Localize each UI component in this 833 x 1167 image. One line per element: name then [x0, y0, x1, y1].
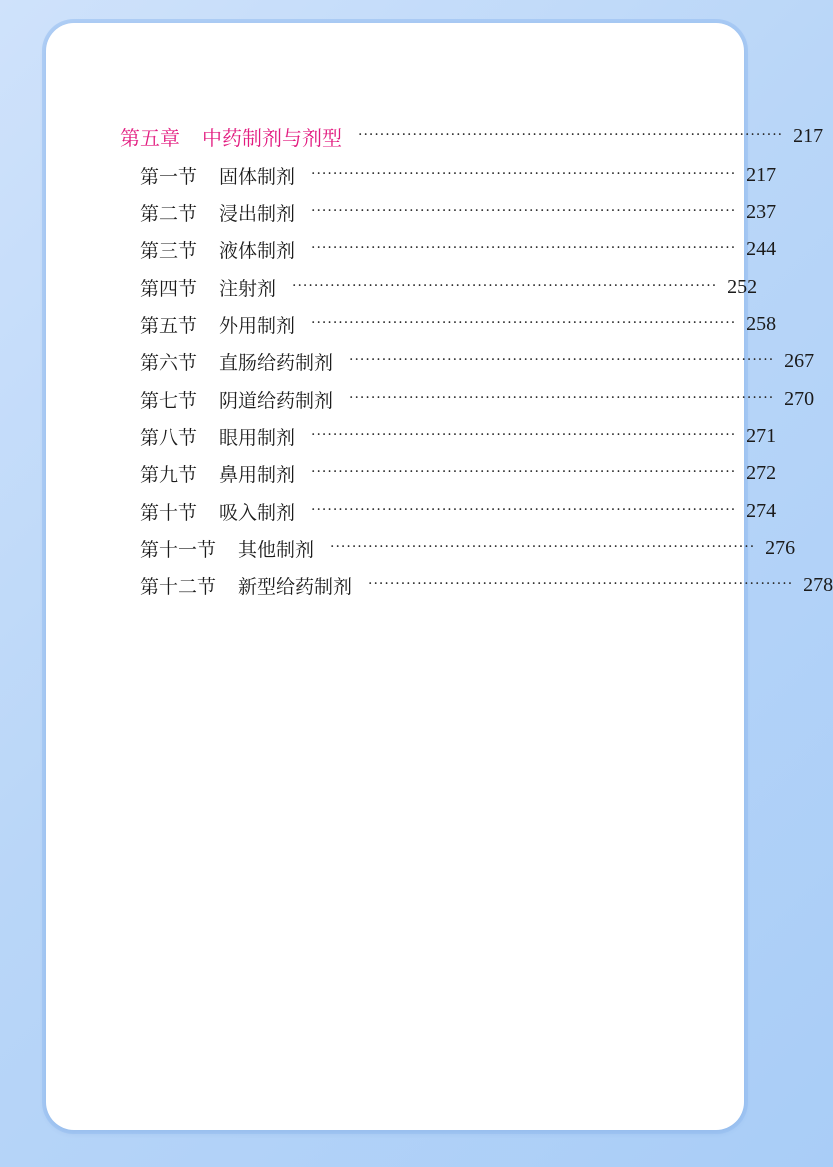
section-title: 固体制剂: [219, 165, 296, 188]
section-number: 第九节: [140, 463, 198, 486]
section-title: 鼻用制剂: [219, 463, 296, 486]
page-number: 244: [746, 237, 777, 260]
leader-dots: ··············································································: [311, 464, 737, 480]
section-number: 第一节: [140, 165, 198, 188]
page-number: 217: [746, 163, 777, 186]
document-card: [46, 23, 833, 1130]
toc-section-entry[interactable]: [140, 533, 796, 563]
section-title: 新型给药制剂: [238, 575, 353, 598]
page-number: 237: [746, 200, 777, 223]
toc-section-entry[interactable]: [140, 570, 833, 600]
section-number: 第四节: [140, 277, 198, 300]
chapter-number: 第五章: [120, 125, 180, 150]
page-number: 217: [793, 124, 824, 147]
page-number: 274: [746, 499, 777, 522]
section-number: 第六节: [140, 351, 198, 374]
leader-dots: ··············································································: [292, 278, 718, 294]
leader-dots: ··············································································: [349, 390, 775, 406]
section-title: 吸入制剂: [219, 501, 296, 524]
chapter-title: 中药制剂与剂型: [202, 125, 342, 150]
section-title: 眼用制剂: [219, 426, 296, 449]
toc-section-entry[interactable]: [140, 496, 777, 526]
toc-section-entry[interactable]: [140, 421, 777, 451]
page-number: 252: [727, 275, 758, 298]
page-number: 267: [784, 349, 815, 372]
section-number: 第十一节: [140, 538, 217, 561]
section-title: 浸出制剂: [219, 202, 296, 225]
leader-dots: ··············································································: [368, 576, 794, 592]
toc-section-entry[interactable]: [140, 458, 777, 488]
page-number: 278: [803, 573, 833, 596]
page-number: 276: [765, 536, 796, 559]
section-title: 其他制剂: [238, 538, 315, 561]
page-number: 271: [746, 424, 777, 447]
toc-section-entry[interactable]: [140, 346, 815, 376]
section-number: 第三节: [140, 239, 198, 262]
leader-dots: ··············································································: [311, 203, 737, 219]
toc-section-entry[interactable]: [140, 384, 815, 414]
toc-chapter-entry[interactable]: [120, 121, 824, 151]
section-title: 液体制剂: [219, 239, 296, 262]
page-number: 272: [746, 461, 777, 484]
toc-section-entry[interactable]: [140, 234, 777, 264]
section-title: 直肠给药制剂: [219, 351, 334, 374]
toc-section-entry[interactable]: [140, 309, 777, 339]
leader-dots: ··············································································: [311, 166, 737, 182]
section-number: 第八节: [140, 426, 198, 449]
section-title: 外用制剂: [219, 314, 296, 337]
section-number: 第二节: [140, 202, 198, 225]
leader-dots: ··············································································: [330, 539, 756, 555]
toc-section-entry[interactable]: [140, 272, 758, 302]
section-number: 第五节: [140, 314, 198, 337]
leader-dots: ··············································································: [349, 352, 775, 368]
section-number: 第十节: [140, 501, 198, 524]
section-number: 第十二节: [140, 575, 217, 598]
leader-dots: ··············································································: [311, 427, 737, 443]
page-number: 258: [746, 312, 777, 335]
toc-section-entry[interactable]: [140, 160, 777, 190]
section-title: 阴道给药制剂: [219, 389, 334, 412]
toc-section-entry[interactable]: [140, 197, 777, 227]
section-title: 注射剂: [219, 277, 277, 300]
section-number: 第七节: [140, 389, 198, 412]
leader-dots: ··············································································: [311, 315, 737, 331]
leader-dots: ··············································································: [311, 240, 737, 256]
leader-dots: ··············································································: [311, 502, 737, 518]
leader-dots: ··············································································: [358, 127, 784, 143]
page-number: 270: [784, 387, 815, 410]
